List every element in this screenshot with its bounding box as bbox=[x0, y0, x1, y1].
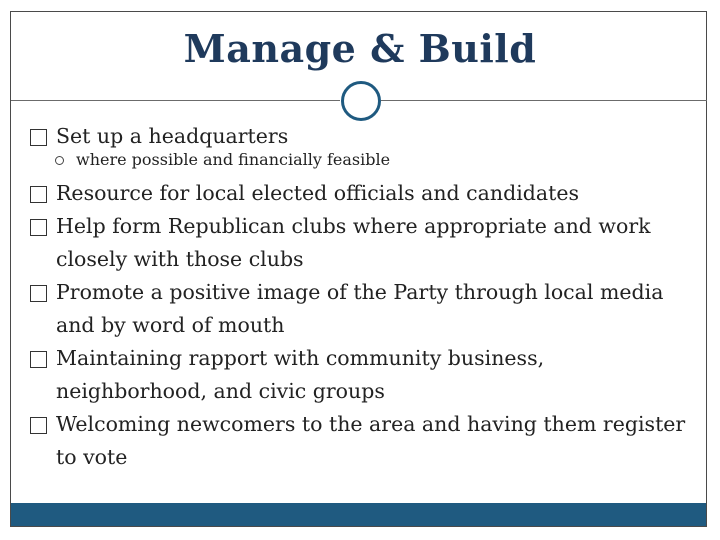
square-bullet-icon bbox=[30, 417, 47, 434]
slide-title: Manage & Build bbox=[183, 26, 537, 71]
sub-bullet-item bbox=[30, 149, 695, 171]
footer-bar bbox=[11, 503, 706, 526]
square-bullet-icon bbox=[30, 285, 47, 302]
bullet-text: Maintaining rapport with community business, neighborhood, and civic groups bbox=[56, 346, 545, 403]
bullet-text: Welcoming newcomers to the area and having them register to vote bbox=[56, 412, 686, 469]
bullet-text: Resource for local elected officials and candidates bbox=[56, 181, 579, 205]
square-bullet-icon bbox=[30, 186, 47, 203]
title-divider-right bbox=[381, 100, 707, 101]
circle-bullet-icon bbox=[55, 156, 64, 165]
bullet-item bbox=[30, 177, 695, 210]
bullet-list bbox=[30, 120, 695, 474]
bullet-text: Set up a headquarters bbox=[56, 124, 289, 148]
bullet-text: Promote a positive image of the Party through local media and by word of mouth bbox=[56, 280, 664, 337]
title-divider-left bbox=[11, 100, 340, 101]
bullet-item bbox=[30, 342, 695, 408]
square-bullet-icon bbox=[30, 351, 47, 368]
ring-ornament-icon bbox=[341, 81, 381, 121]
sub-bullet-text: where possible and financially feasible bbox=[76, 150, 391, 169]
square-bullet-icon bbox=[30, 219, 47, 236]
square-bullet-icon bbox=[30, 129, 47, 146]
bullet-text: Help form Republican clubs where appropriate and work closely with those clubs bbox=[56, 214, 651, 271]
bullet-item bbox=[30, 408, 695, 474]
bullet-item bbox=[30, 276, 695, 342]
bullet-item bbox=[30, 210, 695, 276]
